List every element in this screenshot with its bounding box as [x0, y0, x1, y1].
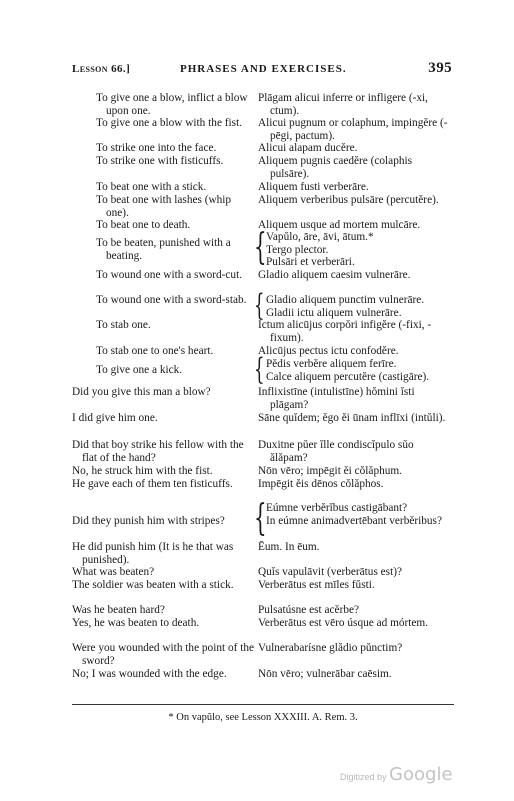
- latin-phrase: Alicui pugnum or colaphum, impingĕre (-pēgi, pactum).: [258, 117, 448, 142]
- english-phrase: To give one a blow, inflict a blow upon one.: [96, 92, 248, 117]
- english-phrase: To give one a blow with the fist.: [96, 117, 243, 129]
- english-phrase: To beat one to death.: [96, 219, 191, 231]
- latin-phrase: Pĕdis verbĕre aliquem ferīre.: [266, 358, 397, 370]
- brace-mark: {: [254, 227, 267, 268]
- english-phrase: He did punish him (It is he that was punished).: [72, 541, 234, 566]
- latin-phrase: Gladio aliquem caesim vulnerāre.: [258, 269, 411, 281]
- latin-phrase: In eúmne animadvertēbant verbĕribus?: [266, 514, 442, 527]
- latin-phrase: Aliquem fusti verberāre.: [258, 181, 369, 193]
- latin-phrase: Verberātus est mīles fŭsti.: [258, 579, 375, 591]
- latin-phrase: Impēgit ĕis dēnos cŏlăphos.: [258, 478, 384, 490]
- latin-phrase: Quĭs vapulāvit (verberātus est)?: [258, 566, 402, 578]
- english-phrase: To strike one with fisticuffs.: [96, 155, 224, 167]
- english-phrase: Did you give this man a blow?: [72, 386, 211, 398]
- english-phrase: To beat one with lashes (whip one).: [96, 194, 232, 219]
- latin-phrase: Aliquem usque ad mortem mulcāre.: [258, 219, 421, 231]
- english-phrase: He gave each of them ten fisticuffs.: [72, 478, 233, 490]
- footnote: * On vapŭlo, see Lesson XXXIII. A. Rem. 3.: [168, 712, 358, 723]
- latin-phrase: Gladii ictu aliquem vulnerāre.: [266, 306, 402, 319]
- lesson-label: Lesson 66.]: [72, 63, 131, 75]
- latin-phrase: Nōn vēro; impēgit ĕi cŏlăphum.: [258, 465, 403, 477]
- english-phrase: No, he struck him with the fist.: [72, 465, 213, 477]
- english-phrase: To strike one into the face.: [96, 142, 217, 154]
- latin-phrase: Pulsatúsne est acĕrbe?: [258, 604, 360, 616]
- latin-phrase: Pulsāri et verberāri.: [266, 256, 355, 268]
- english-phrase: Were you wounded with the point of the sword?: [72, 642, 254, 667]
- english-phrase: To wound one with a sword-cut.: [96, 269, 243, 281]
- latin-phrase: Plāgam alicui inferre or infligere (-xi, ctum).: [258, 92, 429, 117]
- brace-mark: {: [254, 498, 267, 539]
- latin-phrase: Vapŭlo, āre, āvi, ātum.*: [266, 231, 374, 243]
- english-phrase: To be beaten, punished with a beating.: [96, 237, 231, 262]
- english-phrase: Was he beaten hard?: [72, 604, 165, 616]
- english-phrase: Did that boy strike his fellow with the flat of the hand?: [72, 439, 244, 464]
- latin-phrase: Calce aliquem percutĕre (castigāre).: [266, 370, 430, 383]
- latin-phrase: Aliquem verberibus pulsāre (percutĕre).: [258, 194, 439, 206]
- page-title: PHRASES AND EXERCISES.: [180, 63, 347, 75]
- page-number: 395: [428, 60, 452, 76]
- latin-phrase: Verberātus est vēro úsque ad mórtem.: [258, 617, 429, 629]
- english-phrase: To wound one with a sword-stab.: [96, 294, 247, 306]
- english-phrase: Yes, he was beaten to death.: [72, 617, 200, 629]
- english-phrase: I did give him one.: [72, 412, 158, 424]
- latin-phrase: Ēum. In ēum.: [258, 541, 320, 553]
- latin-phrase: Nōn vēro; vulnerābar caēsim.: [258, 668, 392, 680]
- watermark-prefix: Digitized by: [340, 772, 387, 782]
- latin-phrase: Alicui alapam ducĕre.: [258, 142, 358, 154]
- latin-phrase: Ictum alicūjus corpŏri infigĕre (-fixi, -fixum).: [258, 319, 432, 344]
- latin-phrase: Tergo plector.: [266, 243, 329, 256]
- footnote-divider: [72, 704, 454, 705]
- english-phrase: The soldier was beaten with a stick.: [72, 579, 234, 591]
- latin-phrase: Vulnerabarísne glădio pŭnctim?: [258, 642, 403, 654]
- google-logo: Google: [389, 764, 453, 785]
- latin-phrase: Alicūjus pectus ictu confodĕre.: [258, 345, 399, 357]
- running-header: [72, 62, 452, 80]
- latin-phrase: Duxitne pŭer ĭlle condiscĭpulo sŭo ălăpam?: [258, 439, 414, 464]
- brace-mark: {: [254, 288, 265, 323]
- latin-phrase: Inflixistīne (intulistīne) hŏmini ĭsti plāgam?: [258, 386, 415, 411]
- latin-phrase: Aliquem pugnis caedĕre (colaphis pulsāre).: [258, 155, 413, 180]
- english-phrase: To stab one.: [96, 319, 151, 331]
- english-phrase: To stab one to one's heart.: [96, 345, 214, 357]
- brace-mark: {: [254, 352, 265, 387]
- english-phrase: What was beaten?: [72, 566, 155, 578]
- english-phrase: To beat one with a stick.: [96, 181, 207, 193]
- latin-phrase: Sāne quĭdem; ĕgo ĕi ūnam inflīxi (intŭli).: [258, 412, 446, 424]
- latin-phrase: Eúmne verbĕrĭbus castigābant?: [266, 502, 408, 514]
- english-phrase: To give one a kick.: [96, 364, 183, 376]
- english-phrase: Did they punish him with stripes?: [72, 515, 225, 527]
- english-phrase: No; I was wounded with the edge.: [72, 668, 227, 680]
- digitization-watermark: [340, 764, 453, 785]
- latin-phrase: Gladio aliquem punctim vulnerāre.: [266, 294, 425, 306]
